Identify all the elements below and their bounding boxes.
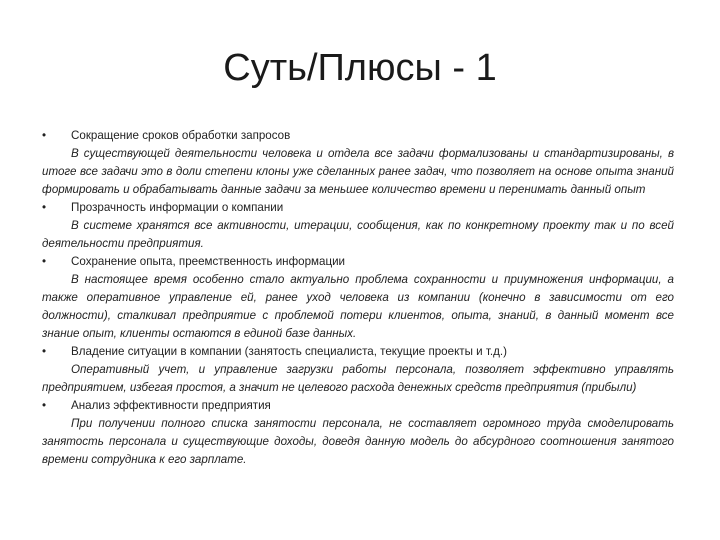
bullet-heading-text: Сокращение сроков обработки запросов	[71, 129, 291, 142]
bullet-heading-text: Прозрачность информации о компании	[71, 201, 284, 214]
bullet-icon: •	[42, 345, 47, 358]
bullet-heading	[42, 253, 674, 271]
list-item	[42, 253, 674, 343]
bullet-description: При получении полного списка занятости персонала, не составляет огромного труда смоделировать занятость персонала и существующие доходы, доведя данную модель до абсурдного соотношения занятого времени сотрудника к его зарплате.	[42, 417, 674, 466]
bullet-description: В существующей деятельности человека и отдела все задачи формализованы и стандартизированы, в итоге все задачи это в доли степени клоны уже сделанных ранее задач, что позволяет на основе опыта знаний формировать и обрабатывать данные задачи за меньшее количество времени и перенимать данный опыт	[42, 147, 674, 196]
bullet-heading	[42, 199, 674, 217]
slide-title: Суть/Плюсы - 1	[223, 47, 497, 89]
bullet-icon: •	[42, 399, 47, 412]
bullet-heading-text: Анализ эффективности предприятия	[71, 399, 271, 412]
bullet-heading	[42, 343, 674, 361]
bullet-description: В системе хранятся все активности, итерации, сообщения, как по конкретному проекту так и по всей деятельности предприятия.	[42, 219, 674, 250]
bullet-icon: •	[42, 129, 47, 142]
list-item	[42, 127, 674, 199]
bullet-heading	[42, 127, 674, 145]
bullet-heading-text: Владение ситуации в компании (занятость специалиста, текущие проекты и т.д.)	[71, 345, 507, 358]
list-item	[42, 199, 674, 253]
list-item	[42, 397, 674, 469]
list-item	[42, 343, 674, 397]
bullet-description: Оперативный учет, и управление загрузки работы персонала, позволяет эффективно управлять предприятием, избегая простоя, а значит не целевого расхода денежных средств предприятия (прибыли)	[42, 363, 674, 394]
bullet-icon: •	[42, 255, 47, 268]
bullet-description: В настоящее время особенно стало актуально проблема сохранности и приумножения информации, а также оперативное управление ей, ранее уход человека из компании (конечно в зависимости от его должности), сталкивал предприятие с проблемой потери клиентов, опыта, знаний, в данный момент все знание опыт, клиенты остаются в единой базе данных.	[42, 273, 674, 340]
slide-content	[42, 127, 674, 469]
bullet-heading	[42, 397, 674, 415]
bullet-heading-text: Сохранение опыта, преемственность информации	[71, 255, 346, 268]
bullet-icon: •	[42, 201, 47, 214]
